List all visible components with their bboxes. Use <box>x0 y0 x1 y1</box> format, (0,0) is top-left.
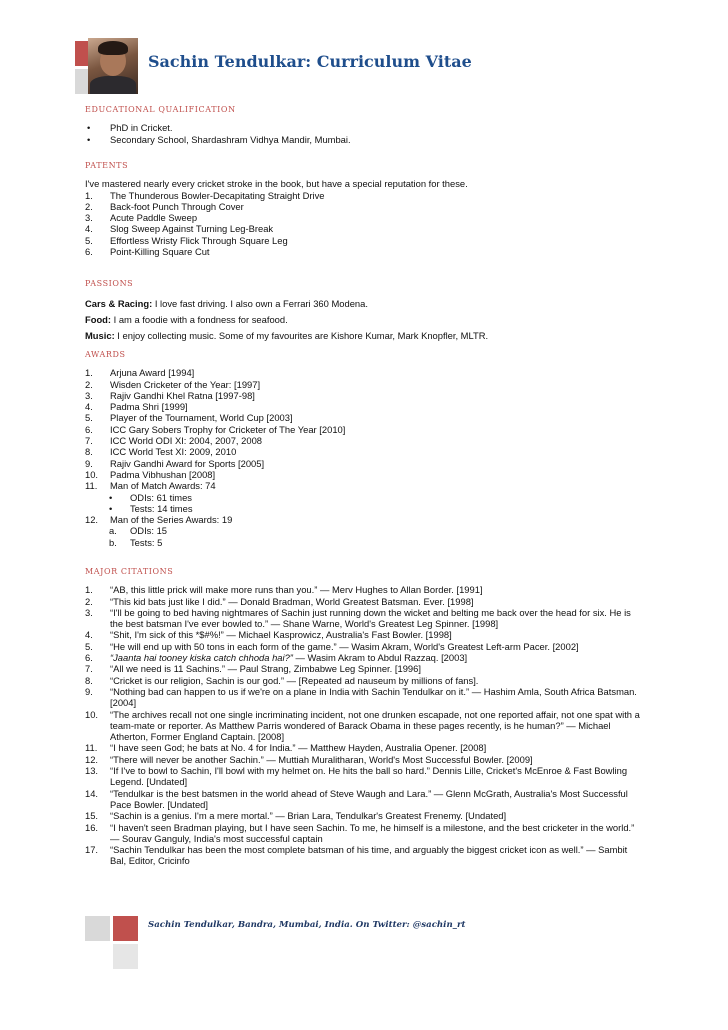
list-item: 1. Arjuna Award [1994] <box>85 367 195 379</box>
list-item: 7. ICC World ODI XI: 2004, 2007, 2008 <box>85 435 262 447</box>
page-title: Sachin Tendulkar: Curriculum Vitae <box>148 52 472 71</box>
list-item: 6. Point-Killing Square Cut <box>85 246 210 258</box>
passion-item: Music: I enjoy collecting music. Some of my favourites are Kishore Kumar, Mark Knopfler, MLTR. <box>85 330 489 341</box>
footer-red-block <box>113 916 138 941</box>
citations-section <box>85 566 645 867</box>
list-item: 8. “Cricket is our religion, Sachin is our god.” — [Repeated ad nauseum by millions of fans]. <box>85 674 479 686</box>
sub-list-item: b. Tests: 5 <box>109 536 163 548</box>
bullet-icon: • <box>109 502 113 514</box>
list-item: 10. “The archives recall not one single incriminating incident, not one drunken escapade, not one reported affair, not one spat with a team-mate or reporter. As Matthew Parris wondered of Barack Obama in these pages recently, is he human?” — Michael Atherton, Former England Captain. [2008] <box>85 708 640 743</box>
list-item: 17. “Sachin Tendulkar has been the most complete batsman of his time, and arguably the biggest cricket icon as well.” — Sambit Bal, Editor, Cricinfo <box>85 844 628 867</box>
list-item: • Secondary School, Shardashram Vidhya Mandir, Mumbai. <box>87 133 351 145</box>
passion-item: Food: I am a foodie with a fondness for seafood. <box>85 314 288 325</box>
patents-intro: I've mastered nearly every cricket stroke in the book, but have a special reputation for these. <box>85 178 468 190</box>
list-item: 5. Player of the Tournament, World Cup [2003] <box>85 412 293 424</box>
list-item: 9. “Nothing bad can happen to us if we're on a plane in India with Sachin Tendulkar on it.” — Hashim Amla, South Africa Batsman. [2004] <box>85 685 637 709</box>
list-item: 7. “All we need is 11 Sachins.” — Paul Strang, Zimbabwe Leg Spinner. [1996] <box>85 663 421 675</box>
footer-gray-block <box>85 916 110 941</box>
list-item: 3. “I'll be going to bed having nightmares of Sachin just running down the wicket and belting me back over the head for six. He is the best batsman I've ever bowled to.” — Shane Warne, World's Greatest Leg Spinner. [1998] <box>85 606 631 630</box>
list-item: 6. ICC Gary Sobers Trophy for Cricketer of The Year [2010] <box>85 423 346 435</box>
list-item: 16. “I haven't seen Bradman playing, but I have seen Sachin. To me, he himself is a milestone, and the best cricketer in the world.” — Sourav Ganguly, India's most successful captain <box>85 821 635 844</box>
section-title: EDUCATIONAL QUALIFICATION <box>85 105 236 114</box>
footer-decoration <box>85 916 139 970</box>
list-item: 2. Back-foot Punch Through Cover <box>85 200 244 212</box>
sub-list-item: a. ODIs: 15 <box>109 525 167 537</box>
bullet-icon: • <box>87 122 91 134</box>
profile-photo <box>88 38 138 94</box>
list-item: 5. Effortless Wristy Flick Through Square Leg <box>85 234 288 246</box>
sub-list-item: • Tests: 14 times <box>109 502 193 514</box>
list-item: 1. “AB, this little prick will make more runs than you.” — Merv Hughes to Allan Border. [1991] <box>85 584 483 596</box>
patents-section <box>85 160 645 257</box>
section-title: PATENTS <box>85 161 129 170</box>
list-item: 1. The Thunderous Bowler-Decapitating Straight Drive <box>85 189 325 201</box>
passions-section <box>85 278 645 344</box>
list-item: 8. ICC World Test XI: 2009, 2010 <box>85 446 237 458</box>
list-item: 2. Wisden Cricketer of the Year: [1997] <box>85 378 261 390</box>
list-item: 6. “Jaanta hai tooney kiska catch chhoda hai?” — Wasim Akram to Abdul Razzaq. [2003] <box>85 652 468 664</box>
list-item: 9. Rajiv Gandhi Award for Sports [2005] <box>85 457 265 469</box>
list-item: 12. Man of the Series Awards: 19 <box>85 514 233 526</box>
list-item: 3. Rajiv Gandhi Khel Ratna [1997-98] <box>85 389 255 401</box>
bullet-icon: • <box>109 491 113 503</box>
awards-section <box>85 349 645 548</box>
list-item: 4. Slog Sweep Against Turning Leg-Break <box>85 223 274 235</box>
passion-item: Cars & Racing: I love fast driving. I also own a Ferrari 360 Modena. <box>85 298 368 309</box>
education-section <box>85 104 645 145</box>
footer-gray-block <box>113 944 138 969</box>
list-item: 11. “I have seen God; he bats at No. 4 for India.” — Matthew Hayden, Australia Opener. [2008] <box>85 742 487 754</box>
list-item: 11. Man of Match Awards: 74 <box>85 480 216 492</box>
list-item: 12. “There will never be another Sachin.” — Muttiah Muralitharan, World's Most Successful Bowler. [2009] <box>85 753 533 765</box>
footer-text: Sachin Tendulkar, Bandra, Mumbai, India. On Twitter: @sachin_rt <box>148 920 466 930</box>
list-item: 4. “Shit, I'm sick of this *$#%!” — Michael Kasprowicz, Australia's Fast Bowler. [1998] <box>85 629 452 641</box>
section-title: PASSIONS <box>85 279 134 288</box>
sub-list-item: • ODIs: 61 times <box>109 491 192 503</box>
section-title: MAJOR CITATIONS <box>85 567 174 576</box>
bullet-icon: • <box>87 133 91 145</box>
list-item: 3. Acute Paddle Sweep <box>85 212 198 224</box>
list-item: 14. “Tendulkar is the best batsmen in the world ahead of Steve Waugh and Lara.” — Glenn McGrath, Australia's Most Successful Pace Bowler. [Undated] <box>85 787 628 810</box>
section-title: AWARDS <box>85 350 126 359</box>
list-item: 5. “He will end up with 50 tons in each form of the game.” — Wasim Akram, World's Greatest Left-arm Pacer. [2002] <box>85 640 579 652</box>
list-item: 2. “This kid bats just like I did.” — Donald Bradman, World Greatest Batsman. Ever. [1998] <box>85 595 474 607</box>
list-item: 15. “Sachin is a genius. I'm a mere mortal.” — Brian Lara, Tendulkar's Greatest Frenemy. [Undated] <box>85 810 507 822</box>
list-item: • PhD in Cricket. <box>87 122 173 134</box>
list-item: 13. “If I've to bowl to Sachin, I'll bowl with my helmet on. He hits the ball so hard.” Dennis Lille, Cricket's McEnroe & Fast Bowling Legend. [Undated] <box>85 765 628 788</box>
list-item: 4. Padma Shri [1999] <box>85 401 188 413</box>
list-item: 10. Padma Vibhushan [2008] <box>85 468 216 480</box>
